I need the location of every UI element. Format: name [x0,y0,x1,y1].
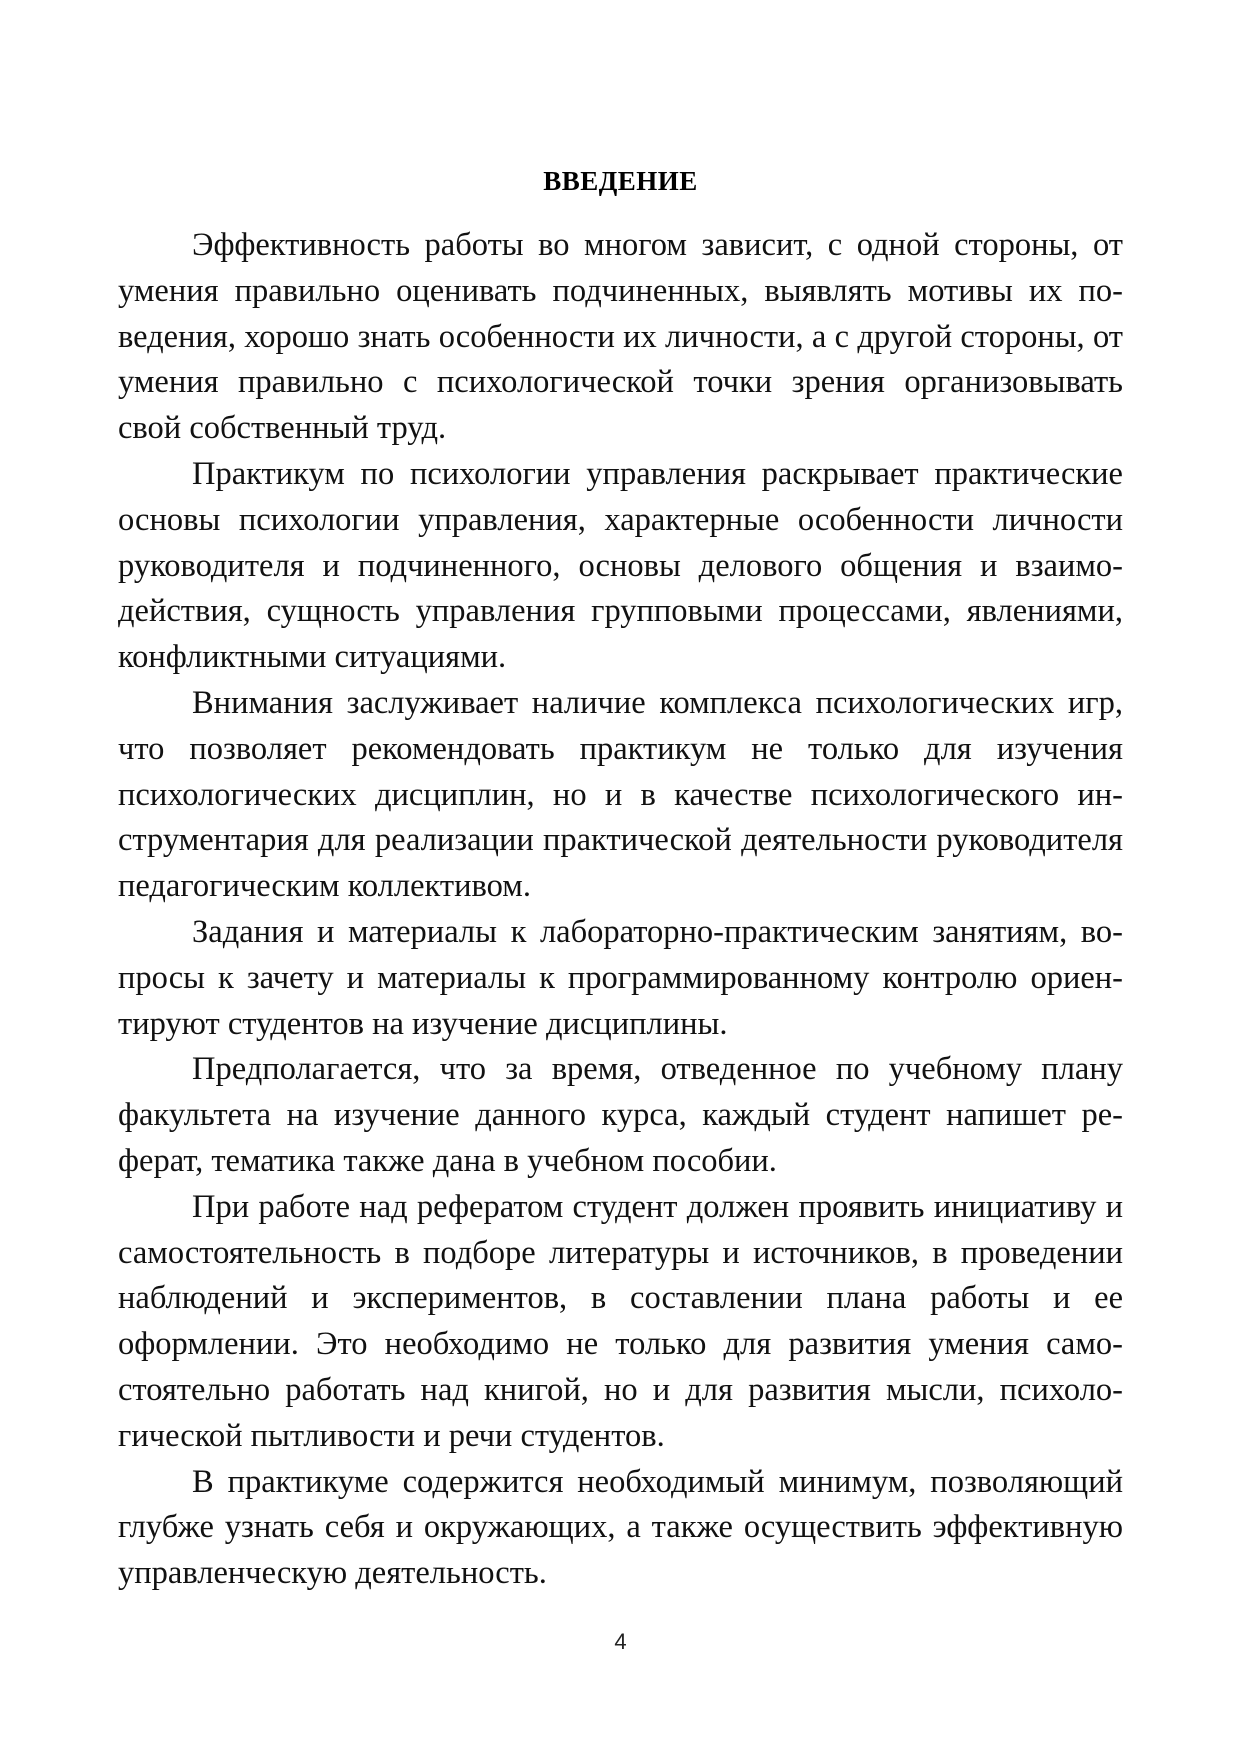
paragraph-5: Предполагается, что за время, отведенное по учебному плану факультета на изучение данного курса, каждый студент напишет реферат, тематика также дана в учебном пособии. [118,1051,1123,1179]
paragraph-1: Эффективность работы во многом зависит, с одной стороны, от умения правильно оценивать подчиненных, выявлять мотивы их поведения, хорошо знать особенности их личности, а с другой стороны, от умения правильно с психологической точки зрения организовывать свой собственный труд. [118,227,1123,447]
paragraph-2: Практикум по психологии управления раскрывает практические основы психологии управления, характерные особенности личности руководителя и подчиненного, основы делового общения и взаимодействия, сущность управления групповыми процессами, явлениями, конфликтными ситуациями. [118,455,1123,676]
paragraph-4: Задания и материалы к лабораторно-практическим занятиям, вопросы к зачету и материалы к программированному контролю ориентируют студентов на изучение дисциплины. [118,913,1123,1042]
paragraph-3: Внимания заслуживает наличие комплекса психологических игр, что позволяет рекомендовать практикум не только для изучения психологических дисциплин, но и в качестве психологического инструментария для реализации практической деятельности руководителя педагогическим коллективом. [118,684,1123,905]
section-heading: ВВЕДЕНИЕ [543,166,698,196]
paragraph-7: В практикуме содержится необходимый минимум, позволяющий глубже узнать себя и окружающих, а также осуществить эффективную управленческую деятельность. [118,1463,1123,1592]
page-number: 4 [614,1629,627,1654]
body-text [118,223,1123,1597]
paragraph-6: При работе над рефератом студент должен проявить инициативу и самостоятельность в подборе литературы и источников, в проведении наблюдений и экспериментов, в составлении плана работы и ее оформлении. Это необходимо не только для развития умения самостоятельно работать над книгой, но и для развития мысли, психологической пытливости и речи студентов. [118,1188,1123,1454]
